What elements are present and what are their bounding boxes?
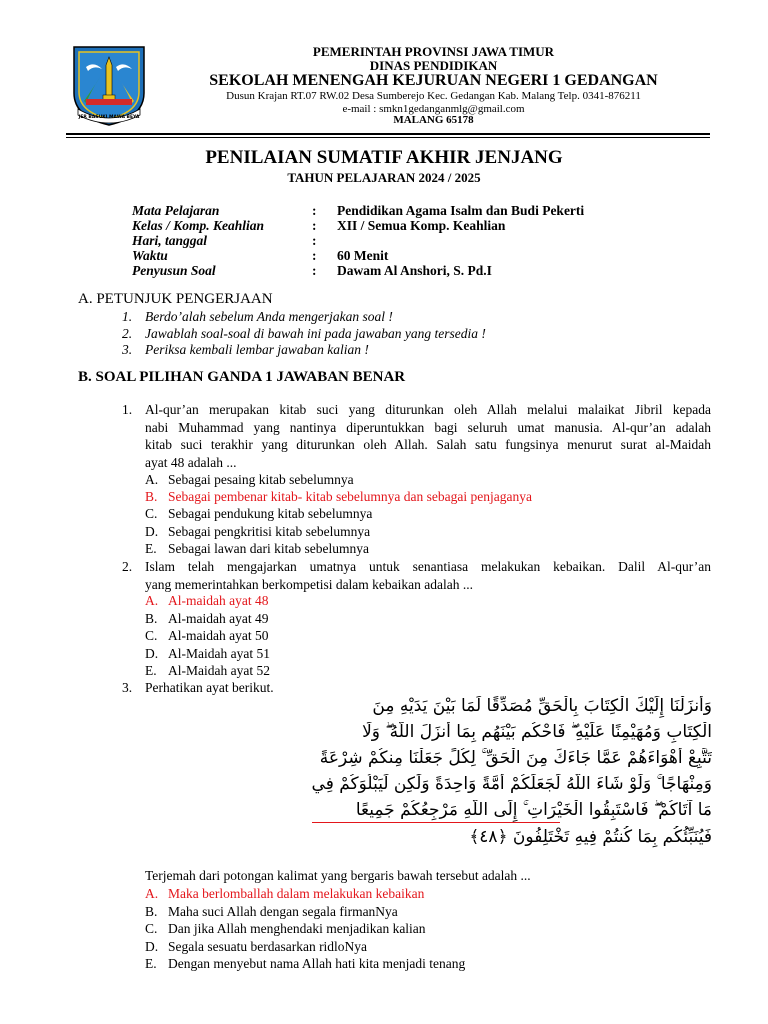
verse-line: تَتَّبِعْ أَهْوَاءَهُمْ عَمَّا جَاءَكَ مِنَ الْحَقِّ ۚ لِكُلٍّ جَعَلْنَا مِنكُمْ شِرْعَةً (319, 748, 712, 768)
question-prompt: Terjemah dari potongan kalimat yang bergaris bawah tersebut adalah ... (145, 868, 531, 883)
option-key: D. (145, 524, 159, 539)
instruction-number: 1. (122, 309, 133, 324)
option-text: Segala sesuatu berdasarkan ridloNya (168, 939, 368, 954)
meta-value: Dawam Al Anshori, S. Pd.I (337, 263, 492, 278)
question-line: ayat 48 adalah ... (145, 454, 237, 470)
option-key: A. (145, 472, 159, 487)
meta-value: 60 Menit (337, 248, 389, 263)
option-key: C. (145, 506, 158, 521)
option-text: Sebagai pengkritisi kitab sebelumnya (168, 524, 371, 539)
question-line: yang memerintahkan berkompetisi dalam kebaikan adalah ... (145, 576, 474, 592)
header-department: DINAS PENDIDIKAN (369, 58, 498, 73)
header-government: PEMERINTAH PROVINSI JAWA TIMUR (312, 44, 555, 59)
question-line: nabi Muhammad yang nantinya diperuntukkan bagi seluruh umat manusia. Al-qur’an adalah (145, 419, 711, 435)
meta-value: Pendidikan Agama Isalm dan Budi Pekerti (337, 203, 585, 218)
option-text: Sebagai pembenar kitab- kitab sebelumnya dan sebagai penjaganya (168, 489, 532, 504)
question-text (145, 679, 711, 697)
option-key: A. (145, 593, 159, 608)
instruction-text: Berdo’alah sebelum Anda mengerjakan soal ! (145, 309, 393, 324)
meta-label: Penyusun Soal (132, 263, 216, 278)
quran-verse-image (152, 696, 712, 852)
meta-label: Mata Pelajaran (132, 203, 220, 218)
option-key: E. (145, 541, 157, 556)
instruction-number: 3. (122, 342, 133, 357)
option-text: Dengan menyebut nama Allah hati kita menjadi tenang (168, 956, 466, 971)
option-key: E. (145, 663, 157, 678)
question-line: Al-qur’an merupakan kitab suci yang diturunkan oleh Allah melalui malaikat Jibril kepada (145, 402, 711, 417)
header-school-name: SEKOLAH MENENGAH KEJURUAN NEGERI 1 GEDANGAN (209, 72, 658, 89)
option-key: B. (145, 904, 158, 919)
option-text: Al-maidah ayat 48 (168, 593, 269, 608)
option-text: Al-Maidah ayat 52 (168, 663, 270, 678)
header-divider-thin (66, 137, 710, 138)
meta-value: XII / Semua Komp. Keahlian (337, 218, 506, 233)
option-text: Sebagai pesaing kitab sebelumnya (168, 472, 354, 487)
school-logo (70, 41, 148, 127)
meta-colon: : (312, 263, 317, 278)
option-text: Sebagai pendukung kitab sebelumnya (168, 506, 373, 521)
option-text: Maka berlomballah dalam melakukan kebaikan (168, 886, 425, 901)
option-key: B. (145, 611, 158, 626)
verse-line: الْكِتَابِ وَمُهَيْمِنًا عَلَيْهِ ۖ فَاحْكُم بَيْنَهُم بِمَا أَنزَلَ اللَّهُ ۖ وَلَا (362, 722, 712, 742)
question-number: 2. (122, 559, 133, 574)
section-a-heading: A. PETUNJUK PENGERJAAN (78, 291, 273, 307)
verse-line: مَا آتَاكُمْ ۖ فَاسْتَبِقُوا الْخَيْرَاتِ ۚ إِلَى اللَّهِ مَرْجِعُكُمْ جَمِيعًا (355, 800, 712, 820)
instruction-text: Periksa kembali lembar jawaban kalian ! (145, 342, 369, 357)
page-title: PENILAIAN SUMATIF AKHIR JENJANG (205, 147, 563, 168)
page-subtitle: TAHUN PELAJARAN 2024 / 2025 (287, 170, 481, 185)
option-text: Maha suci Allah dengan segala firmanNya (168, 904, 398, 919)
question-text (145, 558, 711, 593)
logo-motto: JER BASUKI MAWA BEYA (78, 115, 140, 120)
option-key: C. (145, 921, 158, 936)
instruction-text: Jawablah soal-soal di bawah ini pada jawaban yang tersedia ! (145, 326, 486, 341)
instruction-number: 2. (122, 326, 133, 341)
option-text: Al-maidah ayat 49 (168, 611, 269, 626)
header-divider-thick (66, 133, 710, 135)
verse-line: وَأَنزَلْنَا إِلَيْكَ الْكِتَابَ بِالْحَقِّ مُصَدِّقًا لِّمَا بَيْنَ يَدَيْهِ مِنَ (372, 696, 712, 716)
east-java-emblem-icon (70, 41, 148, 127)
question-line: Perhatikan ayat berikut. (145, 680, 274, 695)
option-key: A. (145, 886, 159, 901)
header-city: MALANG 65178 (393, 114, 474, 126)
meta-colon: : (312, 203, 317, 218)
meta-label: Waktu (132, 248, 168, 263)
verse-line: وَمِنْهَاجًا ۚ وَلَوْ شَاءَ اللَّهُ لَجَعَلَكُمْ أُمَّةً وَاحِدَةً وَلَٰكِن لِّيَبْلُوَكُمْ فِي (311, 774, 712, 794)
question-number: 3. (122, 680, 133, 695)
header-address: Dusun Krajan RT.07 RW.02 Desa Sumberejo Kec. Gedangan Kab. Malang Telp. 0341-876211 (226, 90, 641, 102)
option-text: Sebagai lawan dari kitab sebelumnya (168, 541, 369, 556)
verse-line: فَيُنَبِّئُكُم بِمَا كُنتُمْ فِيهِ تَخْتَلِفُونَ ﴿٤٨﴾ (469, 827, 712, 847)
option-key: B. (145, 489, 158, 504)
question-line: kitab suci terakhir yang diturunkan oleh Allah. Salah satu fungsinya menurut surat al-Maidah (145, 437, 711, 452)
question-number: 1. (122, 402, 133, 417)
verse-underline (312, 822, 560, 823)
option-key: D. (145, 646, 159, 661)
meta-colon: : (312, 233, 317, 248)
meta-label: Kelas / Komp. Keahlian (132, 218, 265, 233)
option-text: Al-Maidah ayat 51 (168, 646, 270, 661)
option-key: D. (145, 939, 159, 954)
meta-colon: : (312, 218, 317, 233)
section-b-heading: B. SOAL PILIHAN GANDA 1 JAWABAN BENAR (78, 369, 406, 385)
question-line: Islam telah mengajarkan umatnya untuk senantiasa melakukan kebaikan. Dalil Al-qur’an (145, 559, 711, 574)
option-text: Dan jika Allah menghendaki menjadikan kalian (168, 921, 426, 936)
option-key: C. (145, 628, 158, 643)
header-email: e-mail : smkn1gedanganmlg@gmail.com (342, 103, 525, 115)
question-text (145, 401, 711, 471)
meta-label: Hari, tanggal (132, 233, 208, 248)
option-key: E. (145, 956, 157, 971)
option-text: Al-maidah ayat 50 (168, 628, 269, 643)
meta-colon: : (312, 248, 317, 263)
